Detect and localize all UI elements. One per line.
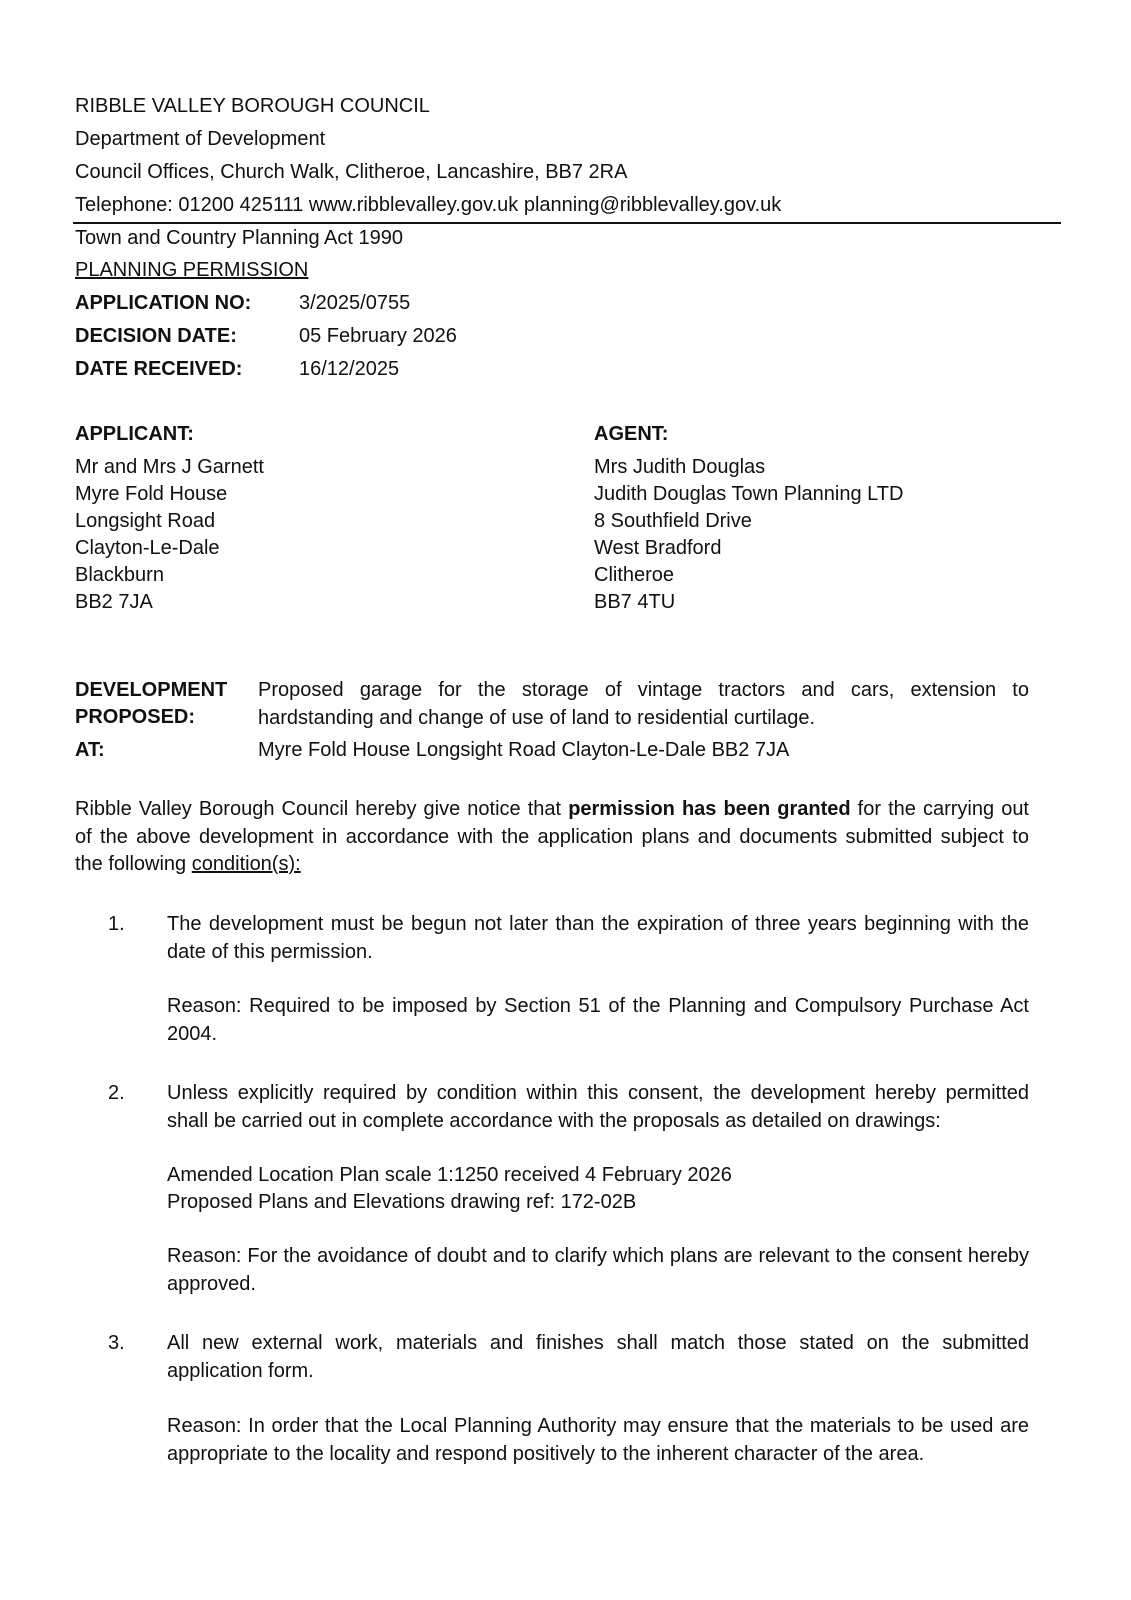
- decision-date-label: DECISION DATE:: [75, 325, 237, 347]
- development-text-line: Proposed garage for the storage of vintage tractors and cars, extension to: [258, 679, 1029, 701]
- council-name: RIBBLE VALLEY BOROUGH COUNCIL: [75, 95, 430, 117]
- condition-number: 3.: [108, 1332, 125, 1354]
- condition-line: application form.: [167, 1359, 314, 1382]
- agent-line: Mrs Judith Douglas: [594, 456, 766, 478]
- at-value: Myre Fold House Longsight Road Clayton-Le-Dale BB2 7JA: [258, 739, 790, 761]
- notice-line: of the above development in accordance with the application plans and documents submitted subject to: [75, 825, 1029, 848]
- permission-notice: [75, 796, 1029, 879]
- development-label-line2: PROPOSED:: [75, 706, 196, 728]
- condition-reason: [167, 1243, 1029, 1298]
- decision-date-value: 05 February 2026: [299, 325, 457, 347]
- reason-line: Reason: For the avoidance of doubt and to clarify which plans are relevant to the consent hereby: [167, 1245, 1029, 1267]
- notice-line: [75, 851, 1029, 879]
- reason-line: appropriate to the locality and respond positively to the inherent character of the area.: [167, 1442, 925, 1465]
- drawing-reference: Proposed Plans and Elevations drawing ref: 172-02B: [167, 1191, 637, 1213]
- document-type: PLANNING PERMISSION: [75, 259, 309, 281]
- notice-text: for the carrying out: [850, 798, 1029, 820]
- header-divider: [73, 222, 1061, 224]
- agent-heading: AGENT:: [594, 423, 669, 445]
- notice-text: the following: [75, 853, 192, 875]
- applicant-line: Mr and Mrs J Garnett: [75, 456, 264, 478]
- reason-line: 2004.: [167, 1022, 218, 1045]
- development-label-line1: DEVELOPMENT: [75, 679, 228, 701]
- date-received-value: 16/12/2025: [299, 358, 400, 380]
- applicant-line: Clayton-Le-Dale: [75, 537, 220, 559]
- application-no-value: 3/2025/0755: [299, 292, 411, 314]
- notice-line: [75, 796, 1029, 824]
- at-label: AT:: [75, 739, 105, 761]
- condition-reason: [167, 993, 1029, 1048]
- applicant-line: Myre Fold House: [75, 483, 228, 505]
- agent-line: Judith Douglas Town Planning LTD: [594, 483, 904, 505]
- agent-line: 8 Southfield Drive: [594, 510, 752, 532]
- date-received-label: DATE RECEIVED:: [75, 358, 243, 380]
- drawing-reference: Amended Location Plan scale 1:1250 received 4 February 2026: [167, 1164, 732, 1186]
- applicant-line: Longsight Road: [75, 510, 216, 532]
- council-address: Council Offices, Church Walk, Clitheroe, Lancashire, BB7 2RA: [75, 161, 628, 183]
- condition-number: 2.: [108, 1082, 125, 1104]
- development-description: [258, 677, 1029, 732]
- condition-line: shall be carried out in complete accordance with the proposals as detailed on drawings:: [167, 1109, 941, 1132]
- applicant-line: BB2 7JA: [75, 591, 153, 613]
- condition-line: All new external work, materials and finishes shall match those stated on the submitted: [167, 1332, 1029, 1354]
- department-name: Department of Development: [75, 128, 326, 150]
- reason-line: approved.: [167, 1272, 256, 1295]
- permission-granted-text: permission has been granted: [568, 798, 851, 820]
- applicant-line: Blackburn: [75, 564, 164, 586]
- agent-line: BB7 4TU: [594, 591, 676, 613]
- condition-number: 1.: [108, 913, 125, 935]
- condition-text: [167, 1080, 1029, 1135]
- condition-reason: [167, 1413, 1029, 1468]
- condition-text: [167, 911, 1029, 966]
- council-contact: Telephone: 01200 425111 www.ribblevalley.gov.uk planning@ribblevalley.gov.uk: [75, 194, 782, 216]
- development-text-line: hardstanding and change of use of land to residential curtilage.: [258, 706, 816, 729]
- reason-line: Reason: In order that the Local Planning Authority may ensure that the materials to be used are: [167, 1415, 1029, 1437]
- condition-text: [167, 1330, 1029, 1385]
- agent-line: Clitheroe: [594, 564, 675, 586]
- conditions-link-text: condition(s):: [191, 853, 301, 875]
- act-title: Town and Country Planning Act 1990: [75, 227, 403, 249]
- applicant-heading: APPLICANT:: [75, 423, 194, 445]
- condition-line: The development must be begun not later than the expiration of three years beginning with the: [167, 913, 1029, 935]
- application-no-label: APPLICATION NO:: [75, 292, 252, 314]
- condition-line: Unless explicitly required by condition within this consent, the development hereby permitted: [167, 1082, 1029, 1104]
- notice-text: Ribble Valley Borough Council hereby give notice that: [75, 798, 569, 820]
- reason-line: Reason: Required to be imposed by Section 51 of the Planning and Compulsory Purchase Act: [167, 995, 1029, 1017]
- condition-line: date of this permission.: [167, 940, 373, 963]
- agent-line: West Bradford: [594, 537, 722, 559]
